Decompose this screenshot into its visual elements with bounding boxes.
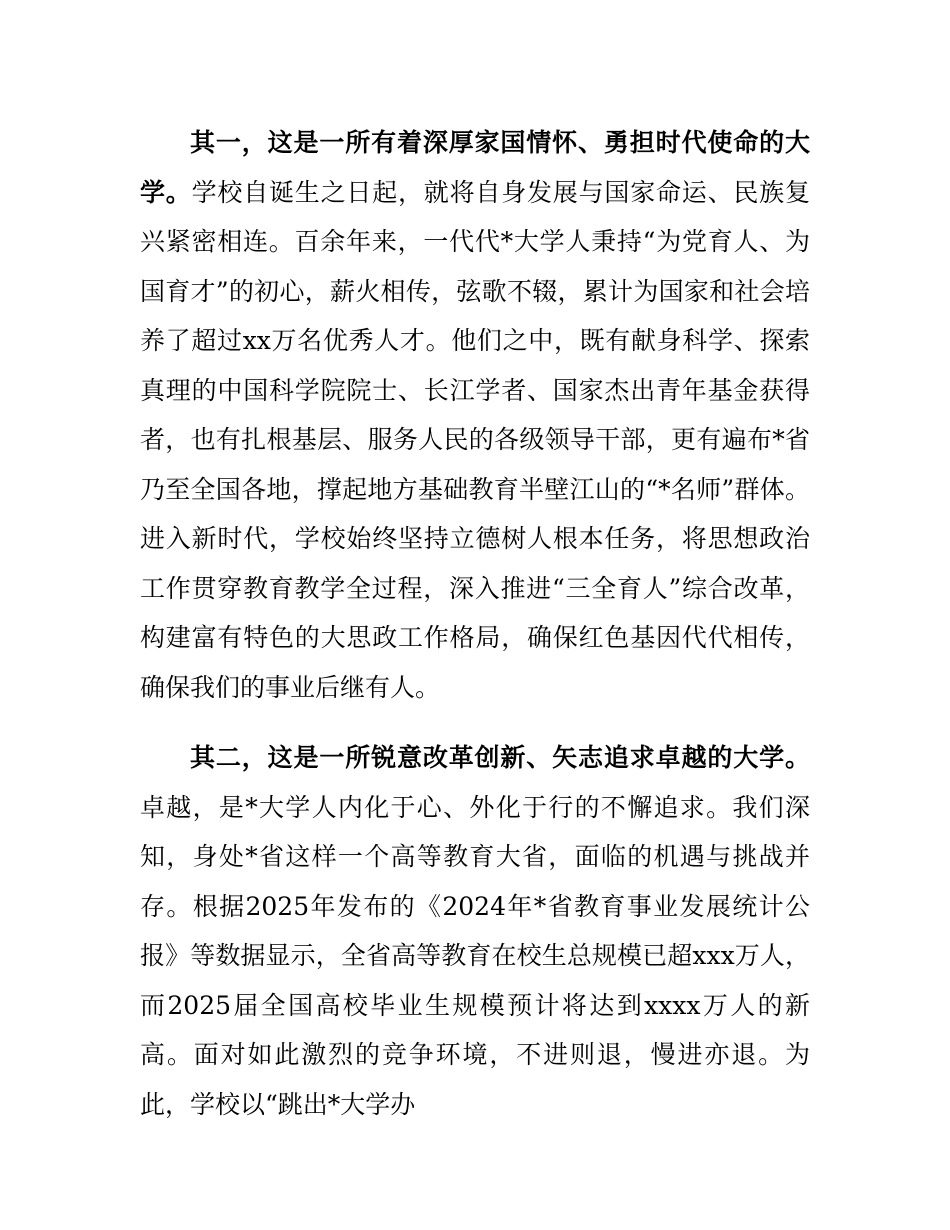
paragraph-1-body: 学校自诞生之日起，就将自身发展与国家命运、民族复兴紧密相连。百余年来，一代代*大学人秉持“为党育人、为国育才”的初心，薪火相传，弦歌不辍，累计为国家和社会培养了超过xx万名优秀人才。他们之中，既有献身科学、探索真理的中国科学院院士、长江学者、国家杰出青年基金获得者，也有扎根基层、服务人民的各级领导干部，更有遍布*省乃至全国各地，撑起地方基础教育半壁江山的“*名师”群体。进入新时代，学校始终坚持立德树人根本任务，将思想政治工作贯穿教育教学全过程，深入推进“三全育人”综合改革，构建富有特色的大思政工作格局，确保红色基因代代相传，确保我们的事业后继有人。 <box>140 177 810 702</box>
paragraph-2 <box>140 733 810 1129</box>
paragraph-2-body: 卓越，是*大学人内化于心、外化于行的不懈追求。我们深知，身处*省这样一个高等教育大省，面临的机遇与挑战并存。根据2025年发布的《2024年*省教育事业发展统计公报》等数据显示，全省高等教育在校生总规模已超xxx万人，而2025届全国高校毕业生规模预计将达到xxxx万人的新高。面对如此激烈的竞争环境，不进则退，慢进亦退。为此，学校以“跳出*大学办 <box>140 792 810 1119</box>
paragraph-1 <box>140 118 810 712</box>
document-body <box>140 118 810 1129</box>
paragraph-2-lead: 其二，这是一所锐意改革创新、矢志追求卓越的大学。 <box>190 743 810 772</box>
paragraph-1-lead: 其一，这是一所有着深厚家国情怀、勇担时代使命的大学。 <box>140 128 810 207</box>
